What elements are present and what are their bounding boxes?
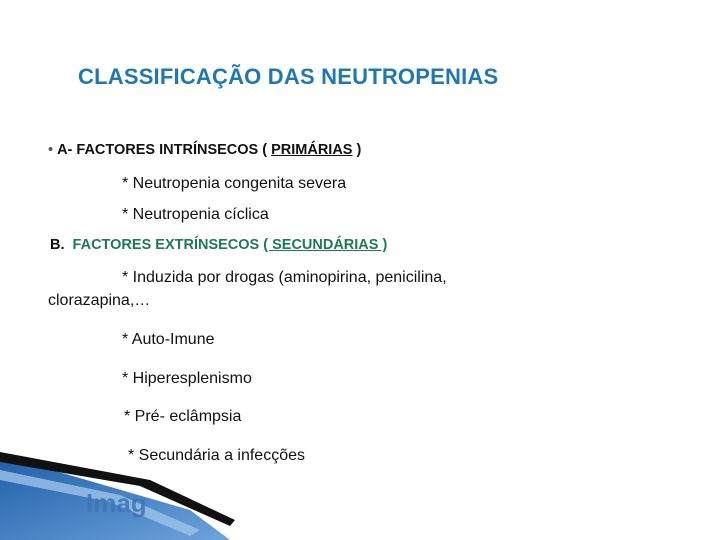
section-a-prefix: A- FACTORES INTRÍNSECOS ( — [57, 142, 272, 158]
section-b-letter: B. — [50, 237, 65, 253]
slide-title: CLASSIFICAÇÃO DAS NEUTROPENIAS — [78, 64, 499, 89]
section-a-underlined: PRIMÁRIAS — [271, 142, 353, 158]
list-item: * Pré- eclâmpsia — [124, 408, 242, 425]
section-a-heading — [48, 142, 361, 158]
list-item: * Auto-Imune — [122, 331, 215, 348]
watermark-text: Imag — [86, 488, 147, 518]
list-item-continuation: clorazapina,… — [48, 292, 151, 309]
list-item: * Hiperesplenismo — [122, 370, 252, 387]
list-item: * Neutropenia congenita severa — [122, 175, 347, 192]
bullet-icon: • — [48, 142, 54, 158]
list-item: * Neutropenia cíclica — [122, 206, 269, 223]
section-a-suffix: ) — [352, 142, 362, 158]
list-item: * Induzida por drogas (aminopirina, penicilina, — [122, 269, 447, 286]
section-b-underlined: ( SECUNDÁRIAS ) — [263, 237, 388, 253]
section-b-prefix: FACTORES EXTRÍNSECOS — [64, 237, 264, 253]
list-item: * Secundária a infecções — [128, 447, 305, 464]
section-b-heading — [50, 237, 387, 253]
